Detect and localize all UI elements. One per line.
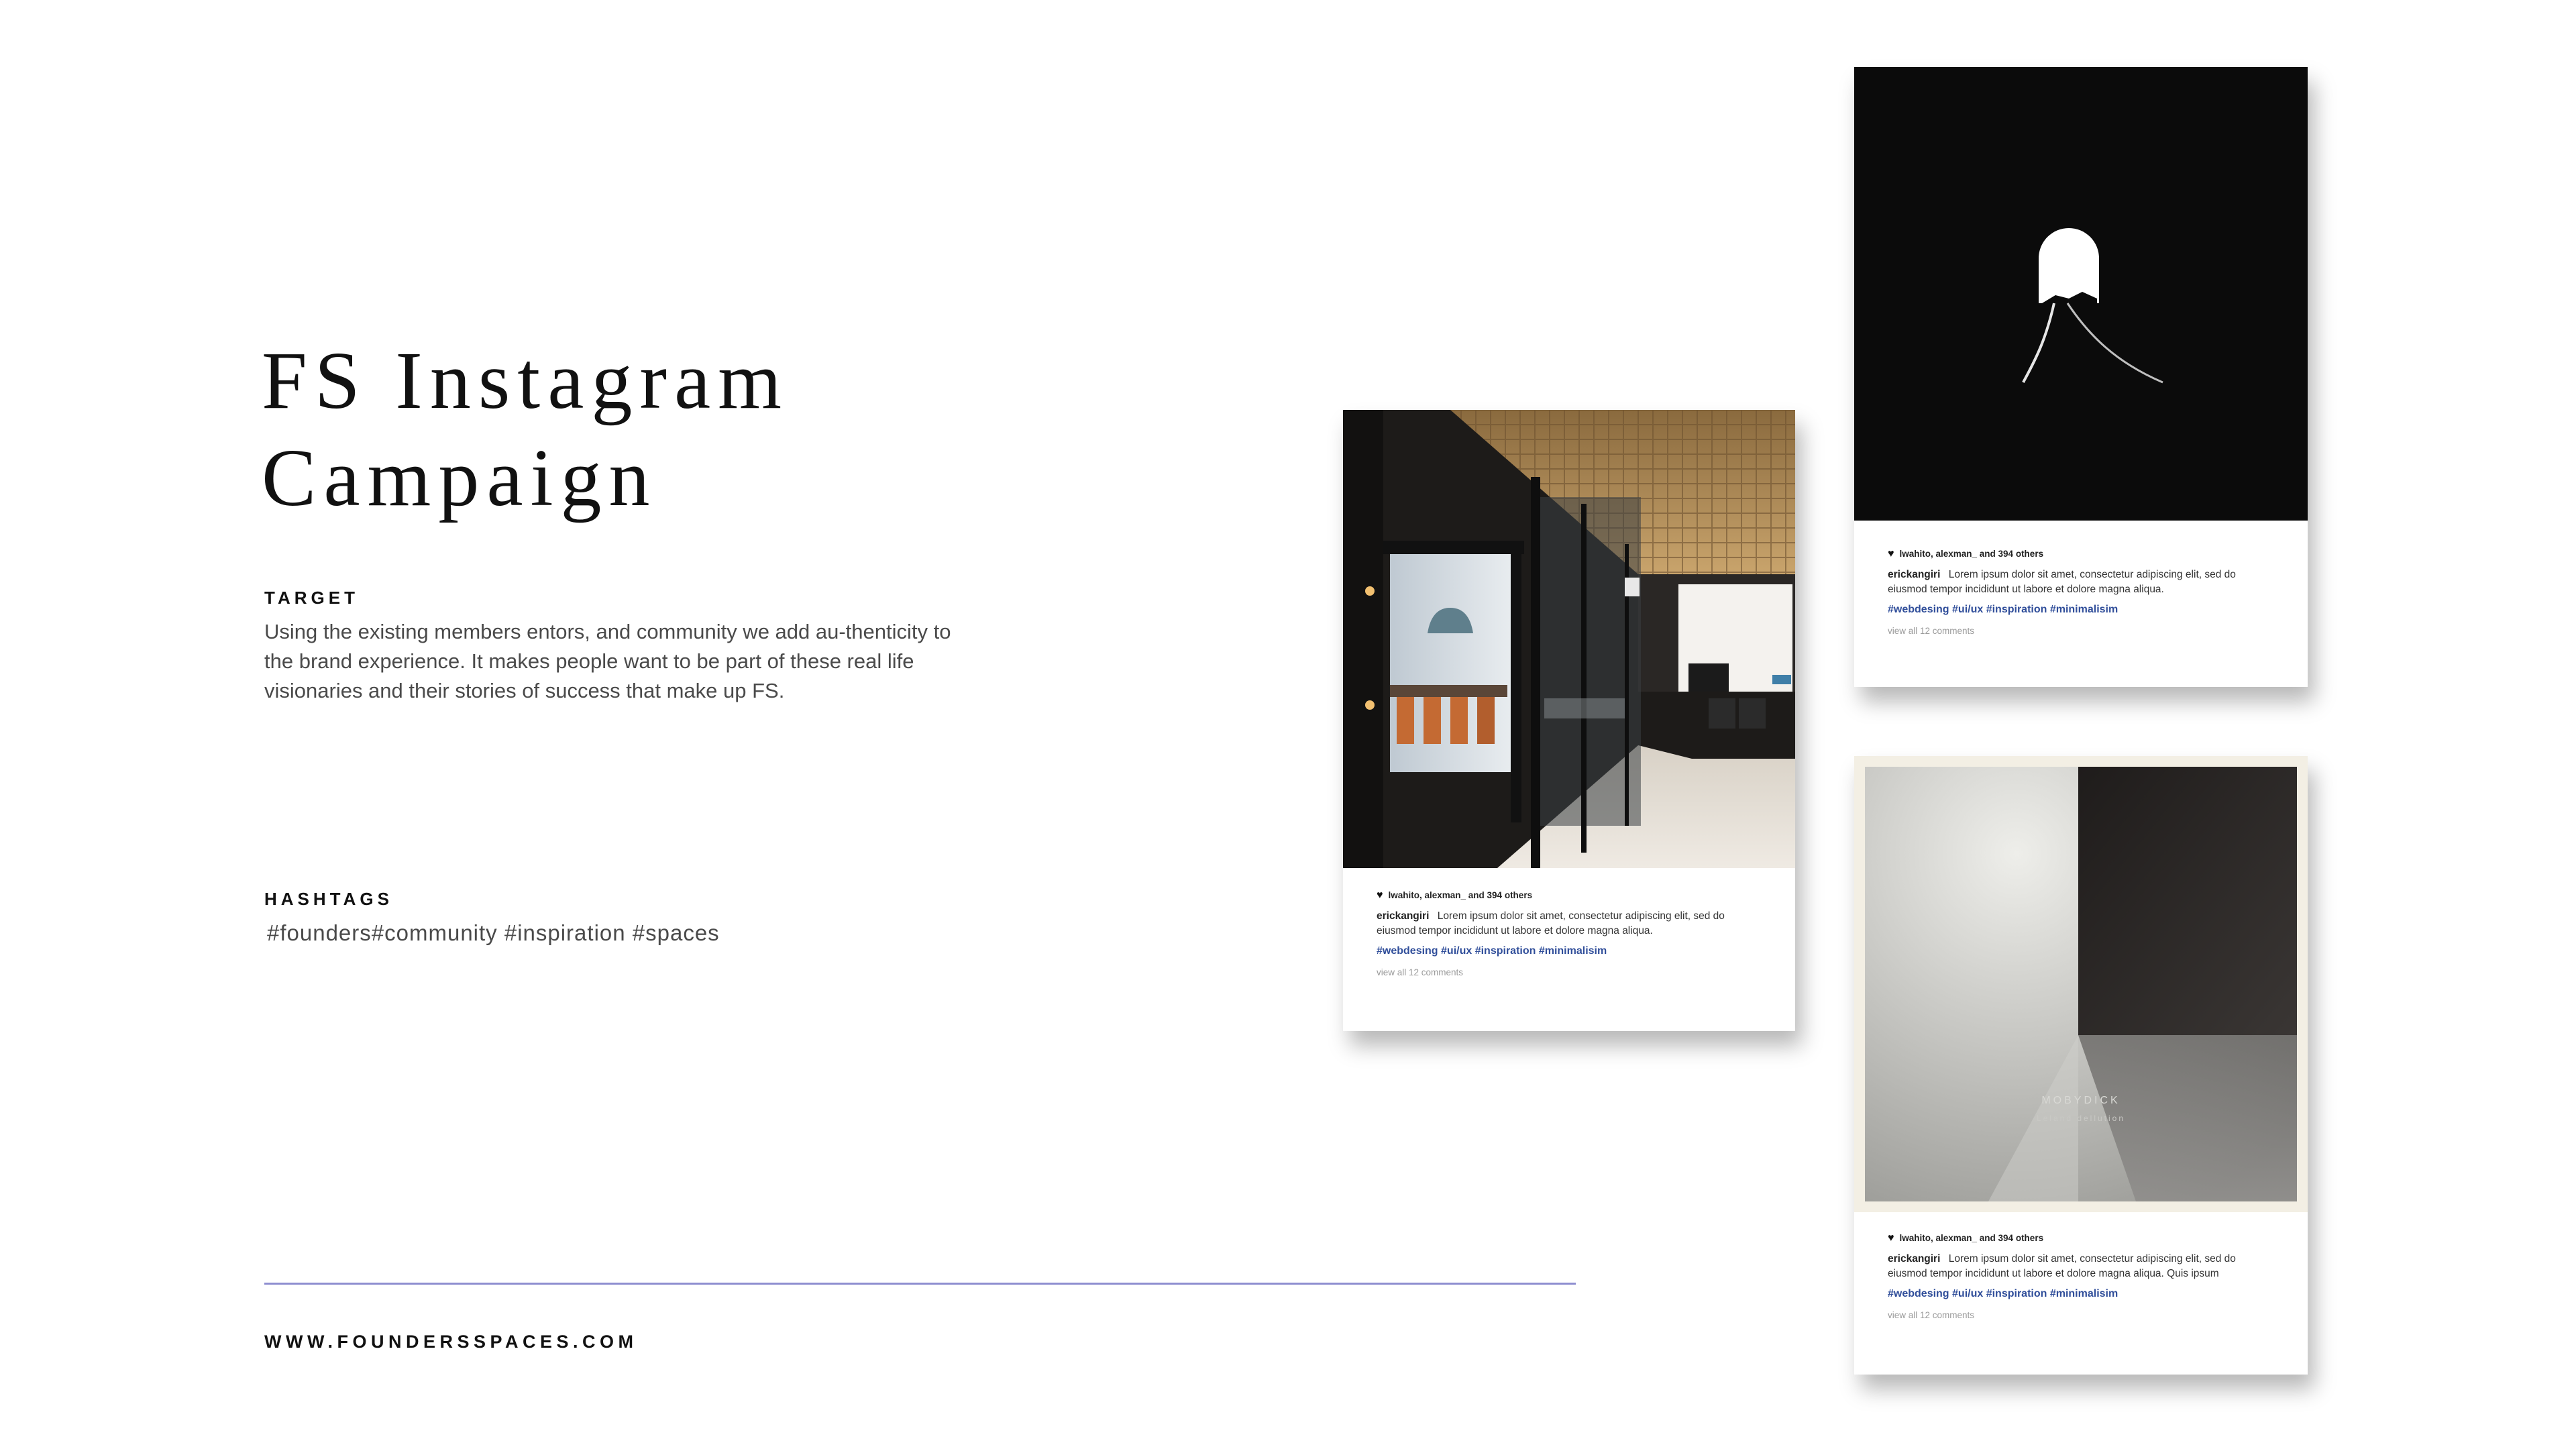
office-interior-photo	[1343, 410, 1795, 868]
likes-text: lwahito, alexman_ and 394 others	[1899, 549, 2044, 559]
post-hashtags[interactable]: #webdesing #ui/ux #inspiration #minimalisim	[1377, 945, 1607, 957]
heart-icon[interactable]: ♥	[1888, 1232, 1894, 1244]
target-description: Using the existing members entors, and community we add au-thenticity to the brand experience. It makes people want to be part of these real life visionaries and their stories of success that make up FS.	[264, 620, 951, 702]
instagram-post-book	[1854, 756, 2308, 1375]
caption-continued: eiusmod tempor incididunt ut labore et dolore magna aliqua.	[1377, 925, 1653, 936]
cover-title: MOBYDICK	[2041, 1095, 2121, 1106]
caption-continued: eiusmod tempor incididunt ut labore et dolore magna aliqua. Quis ipsum	[1888, 1268, 2219, 1279]
post-caption-area	[1888, 1232, 2288, 1322]
title-line-1: FS Instagram	[262, 335, 790, 426]
view-comments-link[interactable]: view all 12 comments	[1888, 626, 1975, 636]
username[interactable]: erickangiri	[1377, 910, 1430, 922]
caption-line	[1377, 910, 1775, 922]
likes-text: lwahito, alexman_ and 394 others	[1899, 1233, 2044, 1243]
likes-row	[1888, 548, 2288, 560]
caption-line	[1888, 1253, 2288, 1265]
caption-line	[1888, 569, 2288, 581]
hashtags-list: #founders#community #inspiration #spaces	[267, 920, 720, 945]
post-caption-area	[1888, 548, 2288, 637]
cover-subtitle: Leland dellution	[2036, 1114, 2126, 1123]
username[interactable]: erickangiri	[1888, 569, 1941, 580]
website-url: WWW.FOUNDERSSPACES.COM	[264, 1332, 638, 1352]
tunnel-light-illustration	[1854, 67, 2308, 521]
instagram-post-tunnel	[1854, 67, 2308, 687]
username[interactable]: erickangiri	[1888, 1253, 1941, 1265]
target-heading: TARGET	[264, 588, 359, 608]
instagram-post-office	[1343, 410, 1795, 1031]
caption-text: Lorem ipsum dolor sit amet, consectetur adipiscing elit, sed do	[1437, 910, 1725, 922]
post-hashtags[interactable]: #webdesing #ui/ux #inspiration #minimalisim	[1888, 604, 2118, 615]
footer-divider	[264, 1283, 1576, 1285]
likes-text: lwahito, alexman_ and 394 others	[1388, 890, 1533, 900]
post-caption-area	[1377, 890, 1775, 979]
caption-text: Lorem ipsum dolor sit amet, consectetur adipiscing elit, sed do	[1948, 569, 2236, 580]
title-line-2: Campaign	[262, 433, 657, 523]
heart-icon[interactable]: ♥	[1377, 890, 1383, 901]
view-comments-link[interactable]: view all 12 comments	[1888, 1310, 1975, 1320]
caption-continued: eiusmod tempor incididunt ut labore et dolore magna aliqua.	[1888, 584, 2164, 595]
mobydick-book-cover	[1854, 756, 2308, 1212]
likes-row	[1888, 1232, 2288, 1244]
post-hashtags[interactable]: #webdesing #ui/ux #inspiration #minimalisim	[1888, 1288, 2118, 1299]
hashtags-heading: HASHTAGS	[264, 889, 393, 909]
caption-text: Lorem ipsum dolor sit amet, consectetur adipiscing elit, sed do	[1948, 1253, 2236, 1265]
page-title	[262, 332, 789, 527]
likes-row	[1377, 890, 1775, 902]
heart-icon[interactable]: ♥	[1888, 548, 1894, 559]
view-comments-link[interactable]: view all 12 comments	[1377, 967, 1464, 977]
